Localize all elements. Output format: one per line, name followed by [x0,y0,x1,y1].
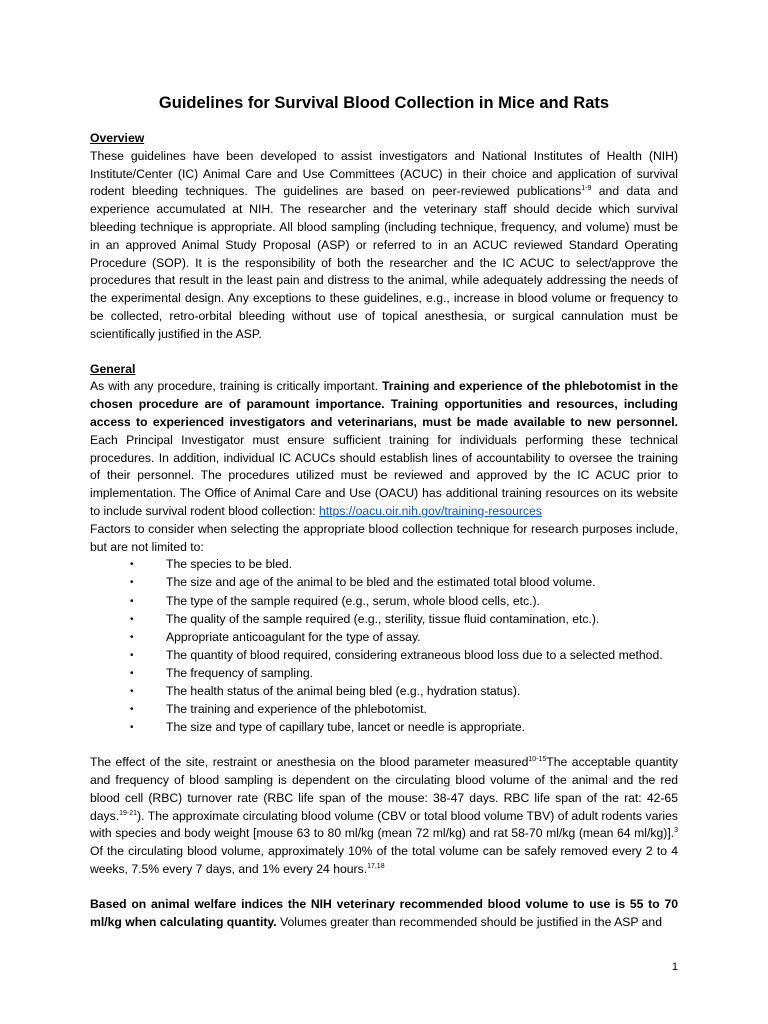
list-item-text: The species to be bled. [166,557,293,572]
effect-text-2: The acceptable quantity and frequency of blood sampling is dependent on the circulating blood volume of the animal and the red blood cell (RBC) turnover rate (RBC life span of the mouse: 38-47 days. RBC life span of the rat: 42-65 days. [90,755,678,823]
spacer [90,737,678,754]
list-item [130,647,678,665]
general-paragraph [90,378,678,520]
list-item [130,719,678,737]
recommendation-bold-text: Based on animal welfare indices the NIH veterinary recommended blood volume to use is 55 to 70 ml/kg when calculating quantity. [90,896,678,929]
list-item-text: Appropriate anticoagulant for the type of assay. [166,629,421,644]
bullet-icon: • [130,631,134,643]
effect-citation-3: 3 [674,827,678,835]
recommendation-paragraph [90,896,678,932]
spacer [90,344,678,361]
general-bold-text: Training and experience of the phlebotomist in the chosen procedure are of paramount importance. Training opportunities and resources, including access to experienced investigators and veterinarians, must be made available to new personnel. [90,379,678,429]
blood-volume-paragraph [90,754,678,879]
overview-text-2: and data and experience accumulated at NIH. The researcher and the veterinary staff should decide which survival bleeding technique is appropriate. All blood sampling (including technique, frequency, and volume) must be in an approved Animal Study Proposal (ASP) or referred to in an ACUC reviewed Standard Operating Procedure (SOP). It is the responsibility of both the researcher and the IC ACUC to select/approve the procedures that result in the least pain and distress to the animal, while adequately addressing the needs of the experimental design. Any exceptions to these guidelines, e.g., increase in blood volume or frequency to be collected, retro-orbital bleeding without use of topical anesthesia, or surgical cannulation must be scientifically justified in the ASP. [90,184,678,341]
overview-text-1: These guidelines have been developed to assist investigators and National Institutes of Health (NIH) Institute/Center (IC) Animal Care and Use Committees (ACUC) in their choice and application of survival rodent bleeding techniques. The guidelines are based on peer-reviewed publications [90,148,678,199]
list-item-text: The type of the sample required (e.g., serum, whole blood cells, etc.). [166,593,540,608]
bullet-icon: • [130,649,134,661]
bullet-icon: • [130,704,134,716]
bullet-icon: • [130,722,134,734]
list-item-text: The frequency of sampling. [166,665,314,680]
list-item-text: The quantity of blood required, considering extraneous blood loss due to a selected method. [166,647,663,662]
bullet-icon: • [130,559,134,571]
factors-intro: Factors to consider when selecting the appropriate blood collection technique for research purposes include, but are not limited to: [90,521,678,554]
list-item-text: The health status of the animal being bled (e.g., hydration status). [166,683,521,698]
bullet-icon: • [130,595,134,607]
effect-text-4: Of the circulating blood volume, approximately 10% of the total volume can be safely removed every 2 to 4 weeks, 7.5% every 7 days, and 1% every 24 hours. [90,844,678,877]
bullet-icon: • [130,613,134,625]
list-item [130,629,678,647]
training-resources-link[interactable]: https://oacu.oir.nih.gov/training-resources [319,503,542,518]
list-item [130,665,678,683]
overview-heading: Overview [90,131,145,145]
spacer [90,879,678,896]
list-item [130,556,678,574]
bullet-icon: • [130,685,134,697]
factors-list [90,556,678,737]
document-content [90,92,678,931]
list-item-text: The quality of the sample required (e.g., sterility, tissue fluid contamination, etc.). [166,611,600,626]
list-item [130,701,678,719]
list-item-text: The size and age of the animal to be bled and the estimated total blood volume. [166,575,596,590]
overview-citation: 1-9 [581,185,592,193]
list-item [130,683,678,701]
general-heading: General [90,361,136,376]
effect-citation-1: 10-15 [528,756,547,764]
general-text-1: As with any procedure, training is critically important. [90,379,382,394]
effect-text-3: ). The approximate circulating blood volume (CBV or total blood volume TBV) of adult rodents varies with species and body weight [mouse 63 to 80 ml/kg (mean 72 ml/kg) and rat 58-70 ml/kg (mean 64 ml/kg)]. [90,808,678,841]
list-item [130,574,678,592]
recommendation-text: Volumes greater than recommended should be justified in the ASP and [276,914,662,929]
list-item [130,611,678,629]
page-number: 1 [671,961,678,973]
effect-citation-4: 17,18 [367,863,385,871]
bullet-icon: • [130,577,134,589]
effect-citation-2: 19-21 [119,809,138,817]
general-text-2: Each Principal Investigator must ensure sufficient training for individuals performing these technical procedures. In addition, individual IC ACUCs should establish lines of accountability to oversee the training of their personnel. The procedures utilized must be reviewed and approved by the IC ACUC prior to implementation. The Office of Animal Care and Use (OACU) has additional training resources on its website to include survival rodent blood collection: [90,432,678,518]
list-item-text: The size and type of capillary tube, lancet or needle is appropriate. [166,720,526,735]
list-item [130,593,678,611]
page-title: Guidelines for Survival Blood Collection in Mice and Rats [158,94,610,112]
list-item-text: The training and experience of the phlebotomist. [166,702,427,717]
effect-text-1: The effect of the site, restraint or anesthesia on the blood parameter measured [90,755,529,770]
overview-paragraph [90,148,678,344]
bullet-icon: • [130,667,134,679]
